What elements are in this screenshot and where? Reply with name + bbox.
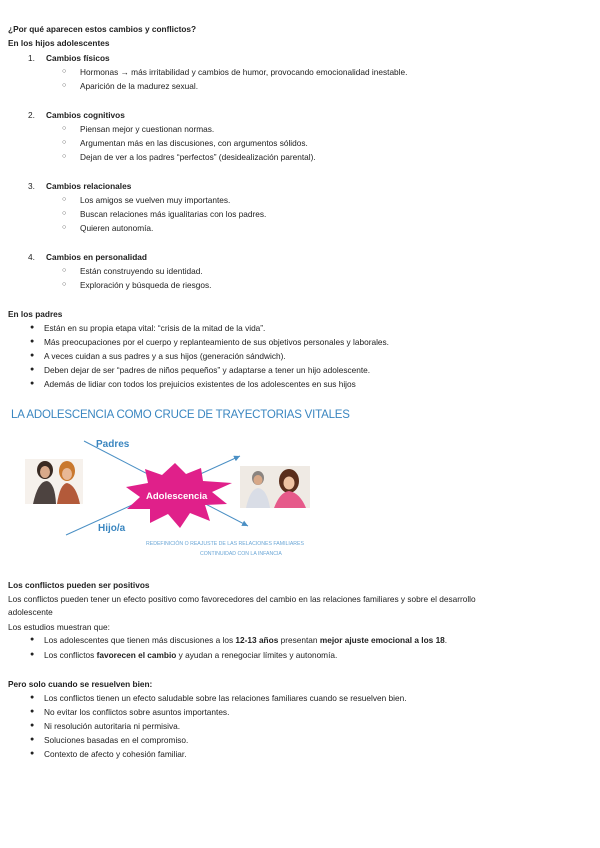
label-child: Hijo/a: [98, 523, 126, 534]
text-run: .: [444, 635, 448, 645]
circle-bullet-icon: ○: [62, 153, 67, 160]
list-item: Los conflictos tienen un efecto saludable sobre las relaciones familiares cuando se resuelven bien.: [44, 693, 407, 703]
list-item: Están construyendo su identidad.: [80, 266, 203, 276]
list-item: Deben dejar de ser “padres de niños pequeños” y adaptarse a tener un hijo adolescente.: [44, 365, 371, 375]
bullet-icon: ●: [30, 750, 35, 757]
parents-heading: En los padres: [8, 309, 63, 319]
positive-paragraph-line2: adolescente: [8, 607, 53, 617]
circle-bullet-icon: ○: [62, 82, 67, 89]
change-title: Cambios en personalidad: [46, 252, 147, 262]
list-item: Soluciones basadas en el compromiso.: [44, 735, 189, 745]
change-title: Cambios físicos: [46, 53, 110, 63]
list-item: [44, 635, 447, 645]
list-item: Más preocupaciones por el cuerpo y replanteamiento de sus objetivos personales y laborales.: [44, 337, 389, 347]
text-run: y ayudan a renegociar límites y autonomía.: [176, 650, 338, 660]
list-item: A veces cuidan a sus padres y a sus hijos (generación sándwich).: [44, 351, 286, 361]
list-item: Dejan de ver a los padres “perfectos” (desidealización parental).: [80, 152, 316, 162]
bullet-icon: ●: [30, 694, 35, 701]
circle-bullet-icon: ○: [62, 125, 67, 132]
text-run: Los conflictos: [44, 650, 97, 660]
adjustment-highlight: mejor ajuste emocional a los 18: [319, 635, 445, 645]
circle-bullet-icon: ○: [62, 281, 67, 288]
list-item: Quieren autonomía.: [80, 223, 154, 233]
list-item: Además de lidiar con todos los prejuicios existentes de los adolescentes en sus hijos: [44, 379, 356, 389]
label-parents: Padres: [96, 439, 130, 450]
children-heading: En los hijos adolescentes: [8, 38, 110, 48]
list-item: No evitar los conflictos sobre asuntos importantes.: [44, 707, 230, 717]
positive-heading: Los conflictos pueden ser positivos: [8, 580, 150, 590]
adolescence-label: Adolescencia: [146, 491, 208, 502]
positive-paragraph-line1: Los conflictos pueden tener un efecto positivo como favorecedores del cambio en las relaciones familiares y sobre el desarrollo: [8, 594, 476, 604]
list-item: [44, 650, 337, 660]
bullet-icon: ●: [30, 736, 35, 743]
bullet-icon: ●: [30, 338, 35, 345]
bullet-icon: ●: [30, 366, 35, 373]
circle-bullet-icon: ○: [62, 139, 67, 146]
diagram-title: LA ADOLESCENCIA COMO CRUCE DE TRAYECTORIAS VITALES: [11, 409, 350, 421]
circle-bullet-icon: ○: [62, 267, 67, 274]
bullet-icon: ●: [30, 708, 35, 715]
list-item: Los amigos se vuelven muy importantes.: [80, 195, 231, 205]
bullet-icon: ●: [30, 324, 35, 331]
change-number: 3.: [28, 181, 35, 191]
bullet-icon: ●: [30, 651, 35, 658]
list-item: Ni resolución autoritaria ni permisiva.: [44, 721, 181, 731]
list-item: Exploración y búsqueda de riesgos.: [80, 280, 212, 290]
list-item: Piensan mejor y cuestionan normas.: [80, 124, 215, 134]
circle-bullet-icon: ○: [62, 224, 67, 231]
change-highlight: favorecen el cambio: [96, 650, 177, 660]
circle-bullet-icon: ○: [62, 210, 67, 217]
change-title: Cambios relacionales: [46, 181, 132, 191]
bullet-icon: ●: [30, 636, 35, 643]
text-run: presentan: [278, 635, 320, 645]
bullet-icon: ●: [30, 380, 35, 387]
bullet-icon: ●: [30, 722, 35, 729]
resolved-heading: Pero solo cuando se resuelven bien:: [8, 679, 153, 689]
list-item: Contexto de afecto y cohesión familiar.: [44, 749, 187, 759]
bullet-icon: ●: [30, 352, 35, 359]
studies-intro: Los estudios muestran que:: [8, 622, 110, 632]
caption-redefinition: REDEFINICIÓN O REAJUSTE DE LAS RELACIONES FAMILIARES: [146, 541, 304, 547]
list-item: Hormonas → más irritabilidad y cambios de humor, provocando emocionalidad inestable.: [80, 67, 408, 77]
circle-bullet-icon: ○: [62, 68, 67, 75]
change-title: Cambios cognitivos: [46, 110, 125, 120]
text-run: Los adolescentes que tienen más discusiones a los: [44, 635, 236, 645]
list-item: Aparición de la madurez sexual.: [80, 81, 199, 91]
list-item: Buscan relaciones más igualitarias con los padres.: [80, 209, 267, 219]
parents-photo: [25, 459, 83, 504]
age-highlight: 12-13 años: [235, 635, 279, 645]
change-number: 1.: [28, 53, 35, 63]
family-photo: [240, 466, 310, 508]
change-number: 2.: [28, 110, 35, 120]
circle-bullet-icon: ○: [62, 196, 67, 203]
caption-continuity: CONTINUIDAD CON LA INFANCIA: [200, 551, 282, 557]
list-item: Están en su propia etapa vital: “crisis de la mitad de la vida”.: [44, 323, 266, 333]
question-heading: ¿Por qué aparecen estos cambios y conflictos?: [8, 24, 197, 34]
change-number: 4.: [28, 252, 35, 262]
list-item: Argumentan más en las discusiones, con argumentos sólidos.: [80, 138, 308, 148]
